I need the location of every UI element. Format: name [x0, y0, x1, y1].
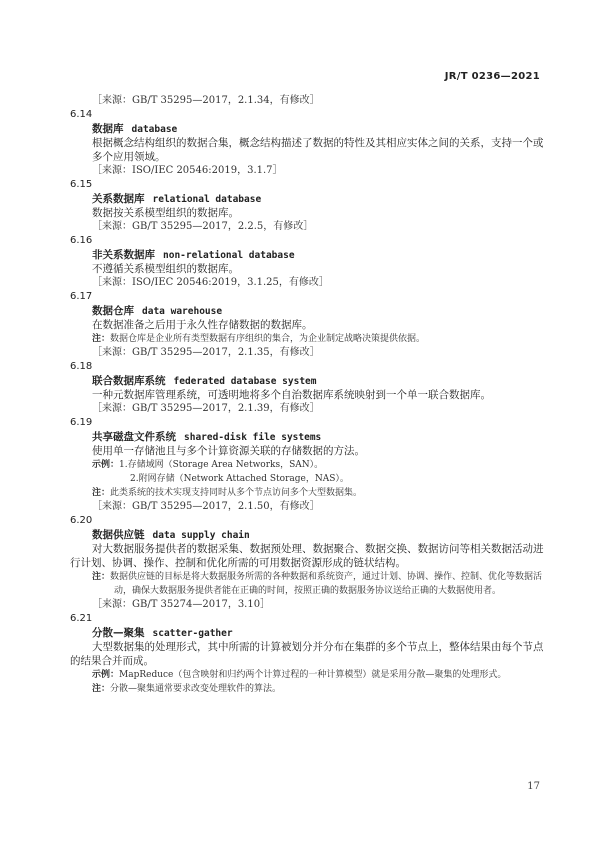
term-heading — [92, 374, 550, 388]
term-heading — [92, 528, 550, 542]
term-chinese: 数据仓库 — [92, 305, 134, 317]
clause-number: 6.20 — [70, 515, 93, 526]
term-english: non-relational database — [163, 250, 295, 261]
source-ref: ［来源：GB/T 35295—2017，2.1.35，有修改］ — [92, 347, 320, 358]
term-english: data warehouse — [142, 306, 223, 317]
term-english: federated database system — [173, 376, 317, 387]
definition-line: 数据按关系模型组织的数据库。 — [92, 207, 239, 219]
page-number: 17 — [527, 781, 540, 792]
clause-number: 6.15 — [70, 179, 93, 190]
example-text: MapReduce（包含映射和归约两个计算过程的一种计算模型）就是采用分散—聚集的处理形式。 — [119, 670, 507, 680]
term-chinese: 非关系数据库 — [92, 249, 155, 261]
example-item: 1.存储域网（Storage Area Networks，SAN）。 — [119, 460, 324, 470]
source-ref: ［来源：GB/T 35295—2017，2.1.50，有修改］ — [92, 501, 320, 512]
source-ref: ［来源：GB/T 35295—2017，2.1.34，有修改］ — [92, 95, 320, 106]
note-label: 注： — [92, 684, 111, 694]
term-chinese: 联合数据库系统 — [92, 375, 166, 387]
standard-code: JR/T 0236—2021 — [444, 71, 540, 82]
source-ref: ［来源：GB/T 35295—2017，2.1.39，有修改］ — [92, 403, 320, 414]
note-text: 此类系统的技术实现支持同时从多个节点访问多个大型数据集。 — [110, 488, 363, 498]
terms-content — [70, 94, 550, 696]
term-english: scatter-gather — [152, 628, 233, 639]
definition-line: 对大数据服务提供者的数据采集、数据预处理、数据聚合、数据交换、数据访问等相关数据活动进 — [92, 543, 544, 555]
clause-number: 6.18 — [70, 361, 93, 372]
example-label: 示例： — [92, 670, 120, 680]
term-english: relational database — [152, 194, 262, 205]
clause-number: 6.17 — [70, 291, 93, 302]
note-label: 注： — [92, 488, 111, 498]
clause-number: 6.19 — [70, 417, 93, 428]
note — [92, 332, 550, 346]
term-english: shared-disk file systems — [184, 432, 322, 443]
term-chinese: 分散—聚集 — [92, 627, 145, 639]
definition-line: 不遵循关系模型组织的数据库。 — [92, 263, 239, 275]
term-heading — [92, 248, 550, 262]
definition-line: 一种元数据库管理系统，可透明地将多个自治数据库系统映射到一个单一联合数据库。 — [92, 389, 491, 401]
term-heading — [92, 304, 550, 318]
definition-line: 在数据准备之后用于永久性存储数据的数据库。 — [92, 319, 313, 331]
term-english: data supply chain — [152, 530, 250, 541]
example-label: 示例： — [92, 460, 120, 470]
term-heading — [92, 192, 550, 206]
note-text: 动，确保大数据服务提供者能在正确的时间，按照正确的数据服务协议送给正确的大数据使用者。 — [114, 586, 502, 596]
source-ref: ［来源：GB/T 35295—2017，2.2.5，有修改］ — [92, 221, 314, 232]
definition-line: 根据概念结构组织的数据合集，概念结构描述了数据的特性及其相应实体之间的关系，支持一个或 — [92, 137, 544, 149]
term-heading — [92, 430, 550, 444]
clause-number: 6.14 — [70, 109, 93, 120]
example — [92, 668, 550, 682]
term-chinese: 关系数据库 — [92, 193, 145, 205]
source-ref: ［来源：ISO/IEC 20546:2019，3.1.25，有修改］ — [92, 277, 329, 288]
term-chinese: 共享磁盘文件系统 — [92, 431, 176, 443]
definition-line: 的结果合并而成。 — [70, 655, 154, 667]
clause-number: 6.16 — [70, 235, 93, 246]
term-heading — [92, 122, 550, 136]
clause-number: 6.21 — [70, 613, 93, 624]
term-chinese: 数据库 — [92, 123, 124, 135]
note-text: 数据仓库是企业所有类型数据有序组织的集合，为企业制定战略决策提供依据。 — [110, 334, 426, 344]
source-ref: ［来源：GB/T 35274—2017，3.10］ — [92, 599, 271, 610]
note-label: 注： — [92, 572, 111, 582]
definition-line: 多个应用领域。 — [92, 151, 166, 163]
note-text: 数据供应链的目标是将大数据服务所需的各种数据和系统资产，通过计划、协调、操作、控制、优化等数据活 — [110, 572, 543, 582]
example — [92, 458, 550, 472]
definition-line: 大型数据集的处理形式，其中所需的计算被划分并分布在集群的多个节点上，整体结果由每个节点 — [92, 641, 544, 653]
note — [92, 486, 550, 500]
note-label: 注： — [92, 334, 111, 344]
note — [92, 570, 550, 584]
term-chinese: 数据供应链 — [92, 529, 145, 541]
source-ref: ［来源：ISO/IEC 20546:2019，3.1.7］ — [92, 165, 283, 176]
note — [92, 682, 550, 696]
definition-line: 使用单一存储池且与多个计算资源关联的存储数据的方法。 — [92, 445, 365, 457]
note-text: 分散—聚集通常要求改变处理软件的算法。 — [110, 684, 282, 694]
definition-line: 行计划、协调、操作、控制和优化所需的可用数据资源形成的链状结构。 — [70, 557, 406, 569]
term-english: database — [131, 124, 178, 135]
term-heading — [92, 626, 550, 640]
example-item: 2.附网存储（Network Attached Storage，NAS）。 — [130, 474, 349, 484]
